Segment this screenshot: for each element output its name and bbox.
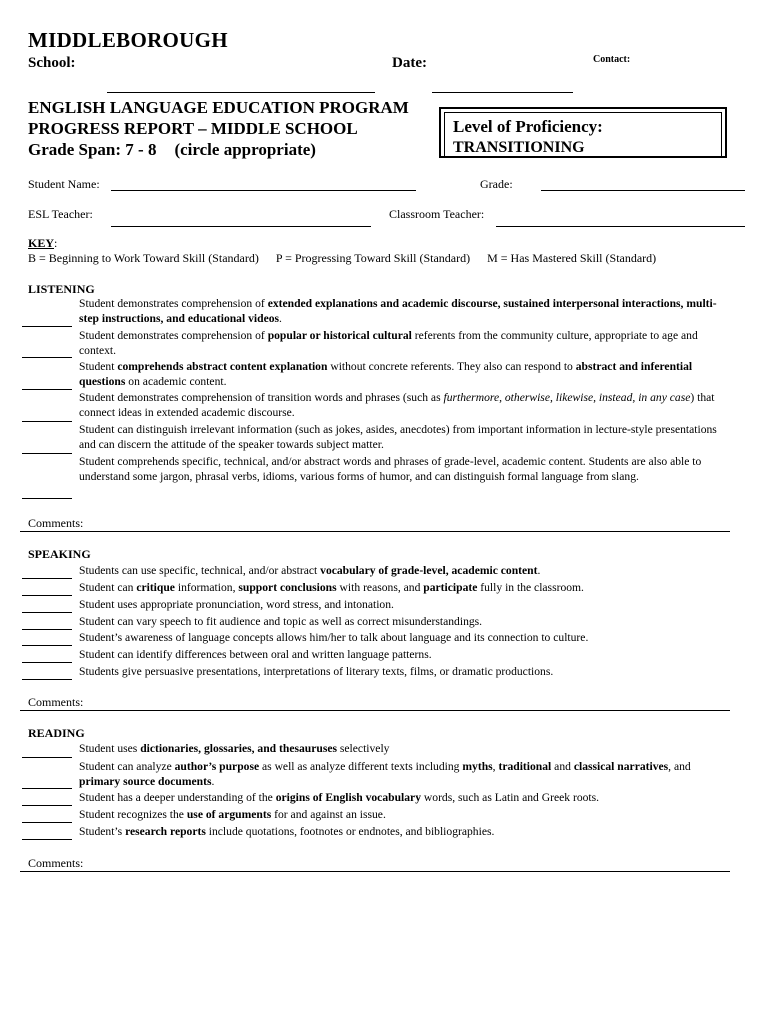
grade-span: Grade Span: 7 - 8 <box>28 140 157 159</box>
key-mastered: M = Has Mastered Skill (Standard) <box>487 251 657 265</box>
listening-item: Student comprehends abstract content explanation without concrete referents. They also can respond to abstract and inferential questions on academic content. <box>79 360 693 388</box>
reading-item: Student has a deeper understanding of the origins of English vocabulary words, such as Latin and Greek roots. <box>79 791 600 804</box>
speaking-rating-blank[interactable] <box>22 611 72 613</box>
speaking-item: Student can critique information, support conclusions with reasons, and participate fully in the classroom. <box>79 581 584 594</box>
listening-item: Student can distinguish irrelevant information (such as jokes, asides, anecdotes) from important information in lecture-style presentations and can discern the attitude of the speaker towards subject matter. <box>79 423 717 451</box>
listening-rating-blank[interactable] <box>22 325 72 327</box>
proficiency-value: TRANSITIONING <box>453 139 585 156</box>
key-legend <box>28 251 673 266</box>
report-title: PROGRESS REPORT – MIDDLE SCHOOL <box>28 119 358 138</box>
key-heading: KEY: <box>28 236 58 250</box>
listening-rating-blank[interactable] <box>22 420 72 422</box>
listening-comments-line[interactable] <box>20 530 730 532</box>
speaking-comments-label: Comments: <box>28 695 84 709</box>
reading-item: Student recognizes the use of arguments for and against an issue. <box>79 808 386 821</box>
speaking-rating-blank[interactable] <box>22 628 72 630</box>
classroom-teacher-field[interactable] <box>496 225 745 227</box>
listening-rating-blank[interactable] <box>22 497 72 499</box>
date-label: Date: <box>392 55 427 71</box>
reading-rating-blank[interactable] <box>22 787 72 789</box>
speaking-rating-blank[interactable] <box>22 577 72 579</box>
reading-comments-label: Comments: <box>28 856 84 870</box>
speaking-rating-blank[interactable] <box>22 661 72 663</box>
listening-item: Student demonstrates comprehension of extended explanations and academic discourse, sustained interpersonal interactions, multi-step instructions, and educational videos. <box>79 297 717 325</box>
proficiency-box <box>439 107 727 158</box>
district-name: MIDDLEBOROUGH <box>28 28 228 52</box>
speaking-item: Students give persuasive presentations, interpretations of literary texts, films, or dramatic productions. <box>79 665 554 678</box>
listening-comments-label: Comments: <box>28 516 84 530</box>
speaking-item: Student can vary speech to fit audience and topic as well as correct misunderstandings. <box>79 615 483 628</box>
esl-teacher-label: ESL Teacher: <box>28 207 93 221</box>
listening-heading: LISTENING <box>28 282 95 296</box>
speaking-comments-line[interactable] <box>20 709 730 711</box>
proficiency-label: Level of Proficiency: <box>453 117 603 136</box>
grade-label: Grade: <box>480 177 513 191</box>
listening-item: Student comprehends specific, technical, and/or abstract words and phrases of grade-level, academic content. Students are also able to understand some jargon, phrasal verbs, idioms, various forms of humor, and can distinguish formal language from slang. <box>79 455 702 483</box>
speaking-item: Student uses appropriate pronunciation, word stress, and intonation. <box>79 598 394 611</box>
reading-item: Student’s research reports include quotations, footnotes or endnotes, and bibliographies. <box>79 825 495 838</box>
speaking-item: Students can use specific, technical, and/or abstract vocabulary of grade-level, academic content. <box>79 564 541 577</box>
reading-rating-blank[interactable] <box>22 756 72 758</box>
speaking-rating-blank[interactable] <box>22 678 72 680</box>
contact-label: Contact: <box>593 54 631 65</box>
speaking-rating-blank[interactable] <box>22 644 72 646</box>
listening-rating-blank[interactable] <box>22 388 72 390</box>
speaking-heading: SPEAKING <box>28 547 91 561</box>
speaking-rating-blank[interactable] <box>22 594 72 596</box>
student-name-label: Student Name: <box>28 177 100 191</box>
classroom-teacher-label: Classroom Teacher: <box>389 207 485 221</box>
reading-item: Student can analyze author’s purpose as well as analyze different texts including myths, traditional and classical narratives, and primary source documents. <box>79 760 691 788</box>
school-field[interactable] <box>107 80 375 93</box>
key-progressing: P = Progressing Toward Skill (Standard) <box>275 251 471 265</box>
grade-span-line <box>28 139 316 160</box>
reading-rating-blank[interactable] <box>22 821 72 823</box>
speaking-item: Student can identify differences between oral and written language patterns. <box>79 648 432 661</box>
date-field[interactable] <box>432 80 573 93</box>
grade-field[interactable] <box>541 189 745 191</box>
student-name-field[interactable] <box>111 189 416 191</box>
listening-rating-blank[interactable] <box>22 356 72 358</box>
school-label: School: <box>28 55 76 71</box>
listening-item: Student demonstrates comprehension of transition words and phrases (such as furthermore, otherwise, likewise, instead, in any case) that connect ideas in extended academic discourse. <box>79 391 715 419</box>
reading-rating-blank[interactable] <box>22 838 72 840</box>
esl-teacher-field[interactable] <box>111 225 371 227</box>
reading-comments-line[interactable] <box>20 870 730 872</box>
program-title: ENGLISH LANGUAGE EDUCATION PROGRAM <box>28 98 409 117</box>
listening-rating-blank[interactable] <box>22 452 72 454</box>
speaking-item: Student’s awareness of language concepts allows him/her to talk about language and its connection to culture. <box>79 631 589 644</box>
reading-item: Student uses dictionaries, glossaries, and thesauruses selectively <box>79 742 390 755</box>
circle-note: (circle appropriate) <box>174 140 316 159</box>
key-beginning: B = Beginning to Work Toward Skill (Standard) <box>28 251 259 265</box>
reading-rating-blank[interactable] <box>22 804 72 806</box>
listening-item: Student demonstrates comprehension of popular or historical cultural referents from the community culture, appropriate to age and context. <box>79 329 698 357</box>
reading-heading: READING <box>28 726 85 740</box>
